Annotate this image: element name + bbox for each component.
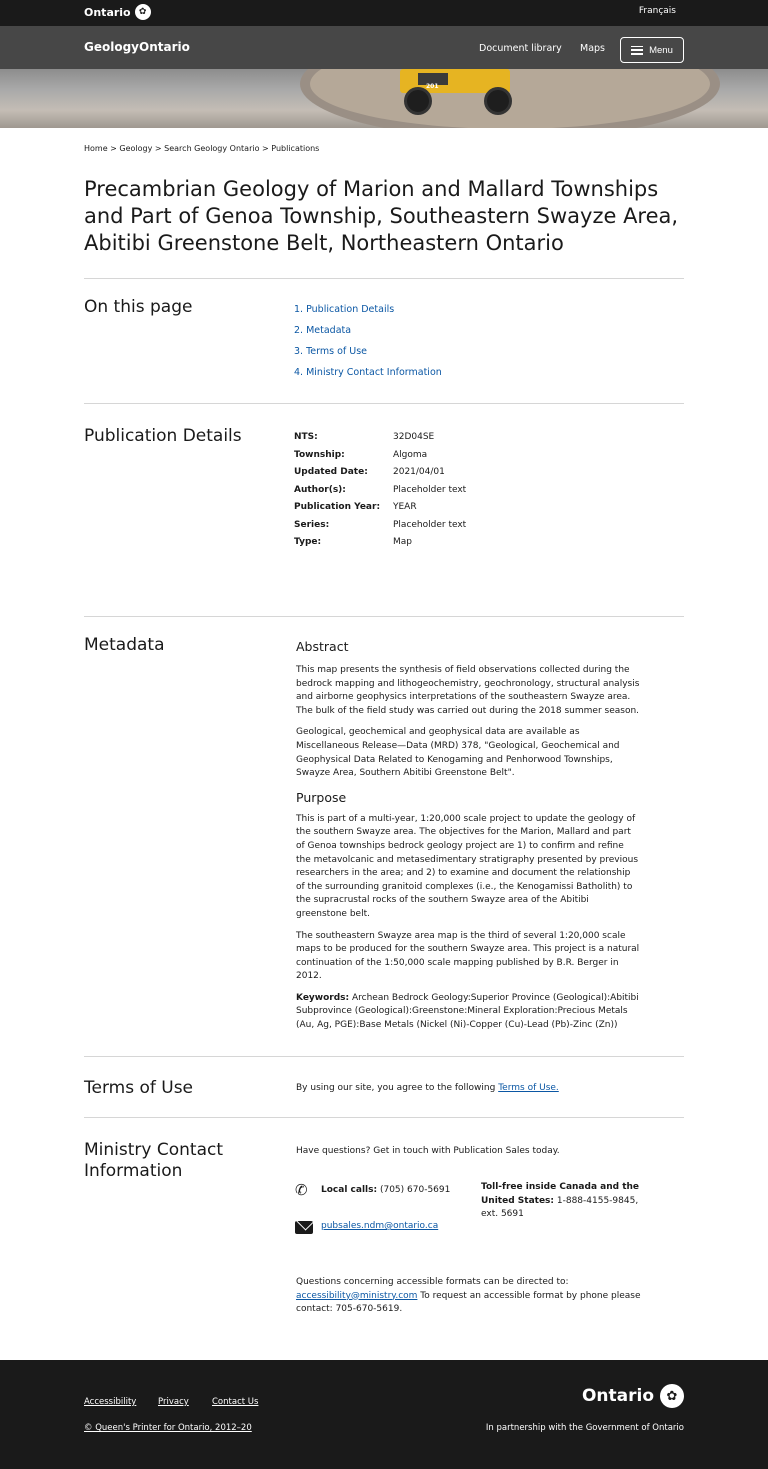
abstract-heading: Abstract: [296, 639, 349, 654]
toc-item: [294, 366, 442, 387]
local-calls-text: [321, 1185, 450, 1195]
details-label: Publication Year:: [294, 502, 381, 512]
details-label: Author(s):: [294, 484, 346, 495]
purpose-heading: Purpose: [296, 789, 347, 805]
mail-icon: [295, 1221, 313, 1234]
ontario-top-bar: [0, 0, 768, 26]
accessibility-email-link[interactable]: accessibility@ministry.com: [296, 1290, 418, 1301]
email-row: [295, 1219, 438, 1234]
on-this-page-list: [294, 303, 442, 387]
breadcrumb[interactable]: Home > Geology > Search Geology Ontario > Publications: [84, 144, 320, 153]
site-name-link[interactable]: GeologyOntario: [84, 40, 190, 54]
details-row: [294, 520, 466, 538]
local-calls-number: (705) 670-5691: [377, 1185, 451, 1195]
details-label: Updated Date:: [294, 467, 368, 477]
truck-number: 201: [426, 83, 439, 90]
toc-link-metadata[interactable]: 2. Metadata: [294, 325, 352, 336]
hero-banner-image: [0, 69, 768, 128]
details-label: NTS:: [294, 432, 318, 442]
menu-button[interactable]: [620, 37, 684, 63]
keywords-paragraph: [296, 992, 640, 1033]
ministry-contact-heading: Ministry Contact Information: [84, 1140, 224, 1181]
menu-button-label: Menu: [649, 44, 673, 56]
publication-details-table: [294, 432, 466, 555]
toll-free-text: [481, 1181, 641, 1222]
toc-item: [294, 345, 442, 366]
metadata-heading: Metadata: [84, 635, 165, 655]
email-link[interactable]: pubsales.ndm@ontario.ca: [321, 1221, 439, 1231]
hamburger-icon: [631, 46, 643, 55]
ontario-wordmark: Ontario: [84, 5, 131, 19]
footer-trillium-icon: ✿: [660, 1384, 684, 1408]
nav-link-maps[interactable]: Maps: [580, 43, 605, 54]
keywords-value: Archean Bedrock Geology:Superior Province (Geological):Abitibi Subprovince (Geological):Greenstone:Mineral Exploration:Precious Metals (Au, Ag, PGE):Base Metals (Nickel (Ni)-Copper (Cu)-Lead (Pb)-Zinc (Zn)): [296, 992, 639, 1031]
footer-copyright-link[interactable]: © Queen's Printer for Ontario, 2012–20: [84, 1423, 252, 1433]
site-nav-bar: [0, 26, 768, 69]
trillium-logo-icon: ✿: [135, 4, 151, 20]
toc-item: [294, 324, 442, 345]
details-value: 2021/04/01: [393, 467, 445, 477]
details-row: [294, 537, 466, 555]
toc-link-publication-details[interactable]: 1. Publication Details: [294, 304, 395, 315]
section-divider: [84, 403, 684, 404]
details-label: Type:: [294, 537, 322, 547]
haul-truck-illustration: [396, 69, 522, 115]
toc-item: [294, 303, 442, 324]
section-divider: [84, 616, 684, 617]
abstract-paragraph: This map presents the synthesis of field observations collected during the bedrock mapping and lithogeochemistry, geochronology, structural analysis and airborne geophysics interpretations of the southeastern Swayze area. The bulk of the field study was carried out during the 2018 summer season.: [296, 665, 640, 716]
footer-link-contact-us[interactable]: Contact Us: [212, 1397, 259, 1407]
details-value: Placeholder text: [393, 484, 467, 495]
accessible-formats-text: [296, 1276, 656, 1317]
footer-ontario-wordmark: Ontario: [581, 1386, 654, 1406]
footer-partnership-text: In partnership with the Government of Ontario: [485, 1423, 684, 1433]
details-label: Township:: [294, 449, 345, 460]
details-value: 32D04SE: [393, 432, 435, 442]
section-divider: [84, 278, 684, 279]
accessible-text-end: To request an accessible format by phone please contact: 705-670-5619.: [296, 1290, 641, 1315]
section-divider: [84, 1056, 684, 1057]
toc-link-terms-of-use[interactable]: 3. Terms of Use: [294, 346, 368, 357]
details-row: [294, 502, 466, 520]
toll-free-number: 1-888-4155-9845, ext. 5691: [481, 1195, 639, 1220]
details-label: Series:: [294, 519, 330, 530]
details-value: Placeholder text: [393, 519, 467, 530]
terms-of-use-link[interactable]: Terms of Use.: [498, 1083, 559, 1093]
page-title: Precambrian Geology of Marion and Mallard Townships and Part of Genoa Township, Southeastern Swayze Area, Abitibi Greenstone Belt, Northeastern Ontario: [84, 177, 679, 255]
on-this-page-heading: On this page: [84, 297, 193, 317]
phone-icon: ✆: [295, 1181, 308, 1199]
contact-intro: Have questions? Get in touch with Publication Sales today.: [296, 1146, 560, 1156]
terms-of-use-heading: Terms of Use: [84, 1078, 194, 1098]
section-divider: [84, 1117, 684, 1118]
details-row: [294, 467, 466, 485]
details-value: Map: [393, 537, 412, 547]
toc-link-ministry-contact[interactable]: 4. Ministry Contact Information: [294, 367, 442, 378]
footer-ontario-logo[interactable]: [582, 1384, 684, 1408]
details-row: [294, 485, 466, 503]
footer-link-accessibility[interactable]: Accessibility: [84, 1397, 137, 1407]
footer-link-privacy[interactable]: Privacy: [158, 1397, 189, 1407]
purpose-paragraph: The southeastern Swayze area map is the third of several 1:20,000 scale maps to be produced for the southern Swayze area. This project is a natural continuation of the 1:50,000 scale mapping published by B.R. Berger in 2012.: [296, 930, 640, 982]
site-footer: [0, 1360, 768, 1469]
language-toggle-link[interactable]: Français: [638, 6, 676, 16]
local-calls-row: [295, 1181, 450, 1199]
details-value: Algoma: [393, 449, 428, 460]
terms-sentence: By using our site, you agree to the following: [296, 1083, 499, 1093]
ontario-brand-link[interactable]: [84, 4, 151, 20]
terms-text: [296, 1083, 559, 1093]
details-row: [294, 450, 466, 468]
keywords-label: Keywords:: [296, 992, 350, 1003]
purpose-paragraph: This is part of a multi-year, 1:20,000 scale project to update the geology of the southern Swayze area. The objectives for the Marion, Mallard and part of Genoa townships bedrock geology project are 1) to confirm and refine the metavolcanic and metasedimentary stratigraphy presented by previous researchers in the area; and 2) to examine and document the relationship of the surrounding granitoid complexes (i.e., the Kenogamissi Batholith) to the supracrustal rocks of the southern Swayze area of the Abitibi greenstone belt.: [296, 813, 639, 919]
local-calls-label: Local calls:: [321, 1185, 378, 1195]
publication-details-heading: Publication Details: [84, 426, 242, 446]
nav-link-document-library[interactable]: Document library: [479, 43, 562, 54]
accessible-text-start: Questions concerning accessible formats can be directed to:: [296, 1277, 569, 1287]
details-row: [294, 432, 466, 450]
details-value: YEAR: [393, 502, 417, 512]
toll-free-label: Toll-free inside Canada and the United States:: [481, 1182, 640, 1206]
abstract-paragraph: Geological, geochemical and geophysical data are available as Miscellaneous Release—Data (MRD) 378, "Geological, Geochemical and Geophysical Data Related to Kenogaming and Penhorwood Townships, Swayze Area, Southern Abitibi Greenstone Belt".: [296, 727, 620, 779]
metadata-content: [296, 638, 640, 1041]
